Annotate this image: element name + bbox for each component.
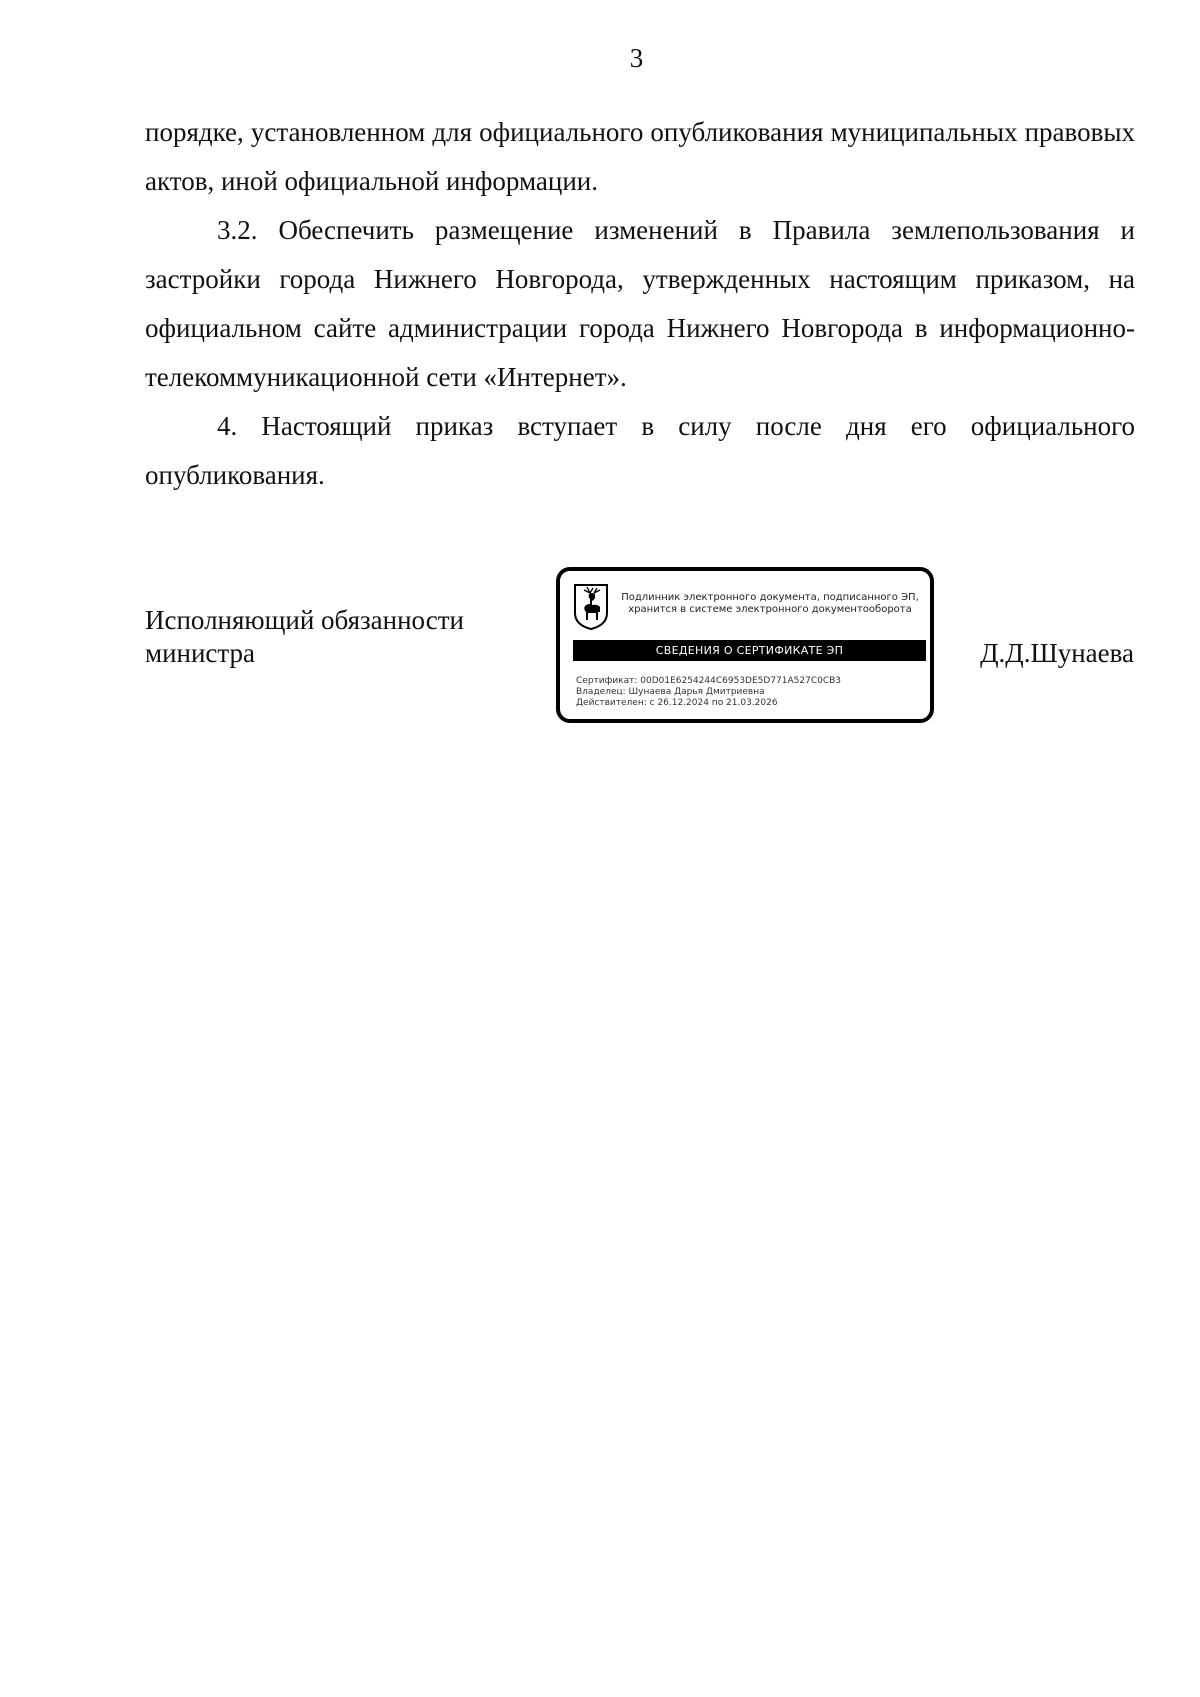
- paragraph-4: 4. Настоящий приказ вступает в силу после дня его официального опубликования.: [145, 411, 1135, 490]
- paragraph-3-2: 3.2. Обеспечить размещение изменений в Правила землепользования и застройки города Нижнего Новгорода, утвержденных настоящим приказом, на официальном сайте администрации города Нижнего Новгорода в информационно-телекоммуникационной сети «Интернет».: [145, 215, 1135, 392]
- page-number: 3: [629, 43, 644, 73]
- deer-emblem-icon: [573, 583, 609, 631]
- document-body: [145, 108, 1135, 500]
- signer-title: [145, 604, 464, 670]
- signer-title-line1: Исполняющий обязанности: [145, 605, 464, 635]
- stamp-details: [576, 676, 841, 709]
- paragraph-continuation: порядке, установленном для официального опубликования муниципальных правовых актов, иной официальной информации.: [145, 117, 1135, 196]
- stamp-header-text: [610, 592, 930, 616]
- electronic-signature-stamp: [556, 567, 934, 723]
- signer-title-line2: министра: [145, 638, 256, 668]
- stamp-certificate-bar: СВЕДЕНИЯ О СЕРТИФИКАТЕ ЭП: [573, 640, 926, 661]
- signer-name: Д.Д.Шунаева: [980, 638, 1134, 668]
- stamp-validity: Действителен: с 26.12.2024 по 21.03.2026: [576, 698, 778, 708]
- stamp-header-line2: хранится в системе электронного документооборота: [628, 604, 912, 615]
- stamp-header-line1: Подлинник электронного документа, подписанного ЭП,: [621, 592, 919, 603]
- stamp-owner: Владелец: Шунаева Дарья Дмитриевна: [576, 687, 765, 697]
- stamp-certificate: Сертификат: 00D01E6254244C6953DE5D771A527C0CB3: [576, 676, 842, 686]
